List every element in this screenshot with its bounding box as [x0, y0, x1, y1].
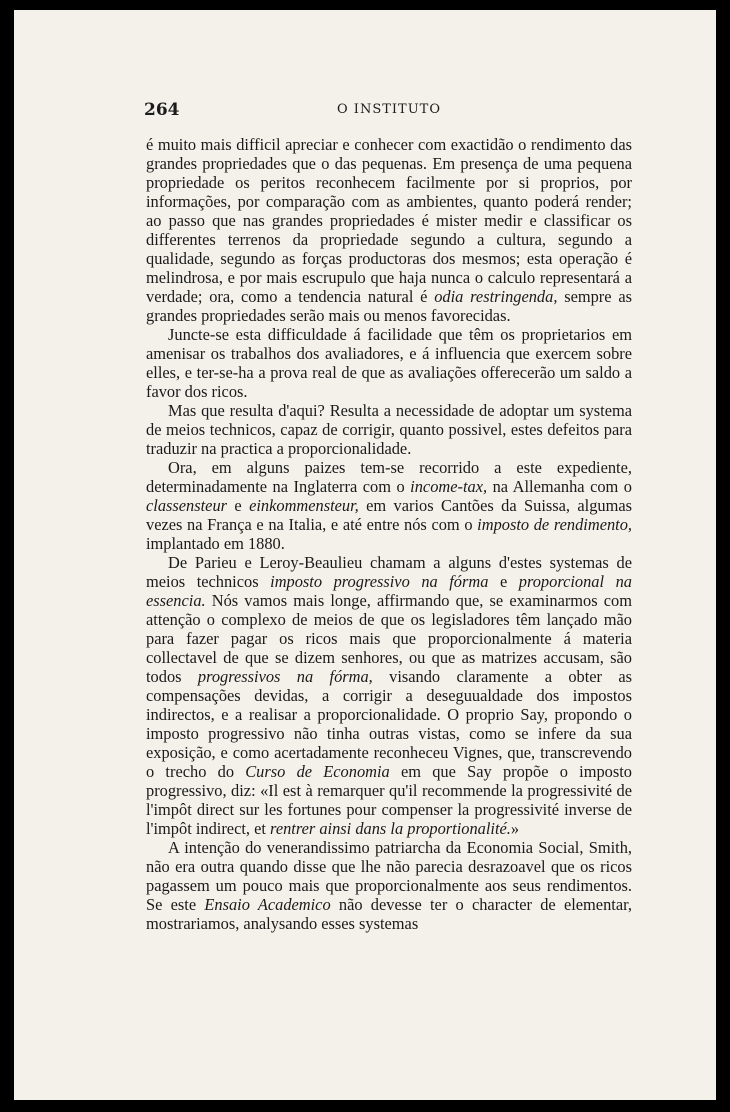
scanned-page: [14, 10, 716, 1100]
text-run: é muito mais difficil apreciar e conhecer com exactidão o rendimento das grandes propriedades que o das pequenas. Em presença de uma pequena propriedade os peritos reconhecem facilmente por si proprios, por informações, por comparação com as ambientes, quanto poderá render; ao passo que nas grandes propriedades é mister medir e classificar os differentes terrenos da propriedade segundo a cultura, segundo a qualidade, segundo as forças productoras dos mesmos; esta operação é melindrosa, e por mais escrupulo que haja nunca o calculo representará a verdade; ora, como a tendencia natural é: [146, 135, 632, 306]
italic-run: rentrer ainsi dans la proportionalité.: [270, 819, 511, 838]
italic-run: classensteur: [146, 496, 228, 515]
text-run: e: [227, 496, 250, 515]
italic-run: Ensaio Academico: [204, 895, 331, 914]
text-run: De Parieu e Leroy-Beaulieu chamam a alguns d'estes systemas de meios technicos: [146, 553, 632, 591]
text-run: em varios Cantões da Suissa, algumas vezes na França e na Italia, e até entre nós com o: [146, 496, 632, 534]
text-run: sempre as grandes propriedades serão mais ou menos favorecidas.: [146, 287, 632, 325]
italic-run: income-tax,: [410, 477, 488, 496]
text-run: Mas que resulta d'aqui? Resulta a necessidade de adoptar um systema de meios technicos, capaz de corrigir, quanto possivel, estes defeitos para traduzir na practica a proporcionalidade.: [146, 401, 632, 458]
text-run: visando claramente a obter as compensações devidas, a corrigir a deseguualdade dos impostos indirectos, e a realisar a proporcionalidade. O proprio Say, propondo o imposto progressivo não tinha outras vistas, como se infere da sua exposição, e como acertadamente reconheceu Vignes, que, transcrevendo o trecho do: [146, 667, 632, 781]
text-run: Ora, em alguns paizes tem-se recorrido a este expediente, determinadamente na Inglaterra com o: [146, 458, 632, 496]
body-text: [146, 135, 632, 933]
text-run: Nós vamos mais longe, affirmando que, se examinarmos com attenção o complexo de meios de que os legisladores têm lançado mão para fazer pagar os ricos mais que proporcionalmente á materia collectavel de que se dizem senhores, ou que as matrizes accusam, são todos: [146, 591, 632, 686]
italic-run: odia restringenda,: [434, 287, 558, 306]
text-run: Juncte-se esta difficuldade á facilidade que têm os proprietarios em amenisar os trabalhos dos avaliadores, e á influencia que exercem sobre elles, e ter-se-ha a prova real de que as avaliações offerecerão um saldo a favor dos ricos.: [146, 325, 632, 401]
text-run: não devesse ter o character de elementar, mostrariamos, analysando esses systemas: [146, 895, 632, 933]
paragraph-5: [146, 553, 632, 838]
paragraph-4: [146, 458, 632, 553]
paragraph-1: [146, 135, 632, 325]
text-run: na Allemanha com o: [487, 477, 633, 496]
text-run: e: [488, 572, 519, 591]
italic-run: progressivos na fórma,: [197, 667, 373, 686]
paragraph-3: [146, 401, 632, 458]
text-run: A intenção do venerandissimo patriarcha da Economia Social, Smith, não era outra quando disse que lhe não parecia desrazoavel que os ricos pagassem um pouco mais que proporcionalmente aos seus rendimentos. Se este: [146, 838, 632, 914]
running-title: O INSTITUTO: [337, 102, 441, 117]
paragraph-2: [146, 325, 632, 401]
italic-run: proporcional na essencia.: [146, 572, 632, 610]
italic-run: imposto progressivo na fórma: [270, 572, 489, 591]
italic-run: imposto de rendimento,: [477, 515, 633, 534]
text-run: em que Say propõe o imposto progressivo, diz: «Il est à remarquer qu'il recommende la progressivité de l'impôt direct sur les fortunes pour compenser la progressivité inverse de l'impôt indirect, et: [146, 762, 632, 838]
text-run: »: [510, 819, 520, 838]
italic-run: Curso de Economia: [245, 762, 390, 781]
paragraph-6: [146, 838, 632, 933]
page-number: 264: [144, 100, 180, 120]
page-header: [144, 100, 634, 124]
text-run: implantado em 1880.: [146, 534, 285, 553]
italic-run: einkommensteur,: [249, 496, 359, 515]
